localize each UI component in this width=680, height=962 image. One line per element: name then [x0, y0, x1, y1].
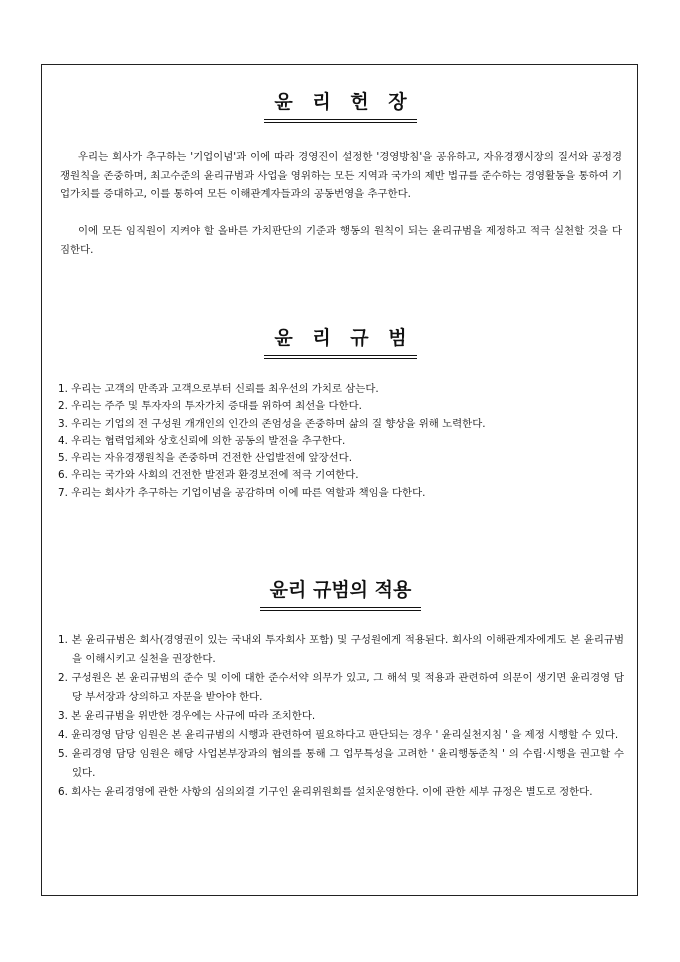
charter-heading-wrap — [42, 87, 639, 120]
rule-item: 7. 우리는 회사가 추구하는 기업이념을 공감하며 이에 따른 역할과 책임을 다한다. — [58, 486, 426, 499]
rules-list — [58, 381, 624, 502]
document-frame — [41, 64, 638, 896]
rule-item: 3. 우리는 기업의 전 구성원 개개인의 인간의 존엄성을 존중하며 삶의 질 향상을 위해 노력한다. — [58, 417, 486, 430]
application-heading-wrap — [42, 575, 639, 608]
application-item: 1. 본 윤리규범은 회사(경영권이 있는 국내외 투자회사 포함) 및 구성원에게 적용된다. 회사의 이해관계자에게도 본 윤리규범을 이해시키고 실천을 권장한다. — [58, 634, 624, 665]
application-item: 3. 본 윤리규범을 위반한 경우에는 사규에 따라 조치한다. — [58, 710, 316, 722]
charter-paragraph-2: 이에 모든 임직원이 지켜야 할 올바른 가치판단의 기준과 행동의 원칙이 되는 윤리규범을 제정하고 적극 실천할 것을 다짐한다. — [60, 225, 622, 256]
rules-heading-wrap — [42, 323, 639, 356]
charter-title: 윤 리 헌 장 — [264, 87, 416, 120]
application-item: 6. 회사는 윤리경영에 관한 사항의 심의외결 기구인 윤리위원회를 설치운영한다. 이에 관한 세부 규정은 별도로 정한다. — [58, 786, 593, 798]
application-list — [58, 631, 624, 802]
rule-item: 1. 우리는 고객의 만족과 고객으로부터 신뢰를 최우선의 가치로 삼는다. — [58, 383, 379, 395]
application-item: 4. 윤리경영 담당 임원은 본 윤리규범의 시행과 관련하여 필요하다고 판단되는 경우 ' 윤리실천지침 ' 을 제정 시행할 수 있다. — [58, 729, 619, 741]
application-item: 5. 윤리경영 담당 임원은 해당 사업본부장과의 협의를 통해 그 업무특성을 고려한 ' 윤리행동준칙 ' 의 수립·시행을 권고할 수 있다. — [58, 748, 624, 779]
application-item: 2. 구성원은 본 윤리규범의 준수 및 이에 대한 준수서약 의무가 있고, 그 해석 및 적용과 관련하여 의문이 생기면 윤리경영 담당 부서장과 상의하고 자문을 받아야 한다. — [58, 672, 624, 703]
rule-item: 2. 우리는 주주 및 투자자의 투자가치 증대를 위하여 최선을 다한다. — [58, 400, 362, 413]
charter-paragraph-1: 우리는 회사가 추구하는 '기업이념'과 이에 따라 경영진이 설정한 '경영방침'을 공유하고, 자유경쟁시장의 질서와 공정경쟁원칙을 존중하며, 최고수준의 윤리규범과 사업을 영위하는 모든 지역과 국가의 제반 법규를 준수하는 경영활동을 통하여 기업가치를 증대하고, 이를 통하여 모든 이해관계자들과의 공동번영을 추구한다. — [60, 151, 622, 200]
rule-item: 4. 우리는 협력업체와 상호신뢰에 의한 공동의 발전을 추구한다. — [58, 434, 346, 447]
rule-item: 6. 우리는 국가와 사회의 건전한 발전과 환경보전에 적극 기여한다. — [58, 469, 359, 482]
application-title: 윤리 규범의 적용 — [260, 575, 422, 608]
rules-title: 윤 리 규 범 — [264, 323, 416, 356]
rule-item: 5. 우리는 자유경쟁원칙을 존중하며 건전한 산업발전에 앞장선다. — [58, 452, 353, 465]
